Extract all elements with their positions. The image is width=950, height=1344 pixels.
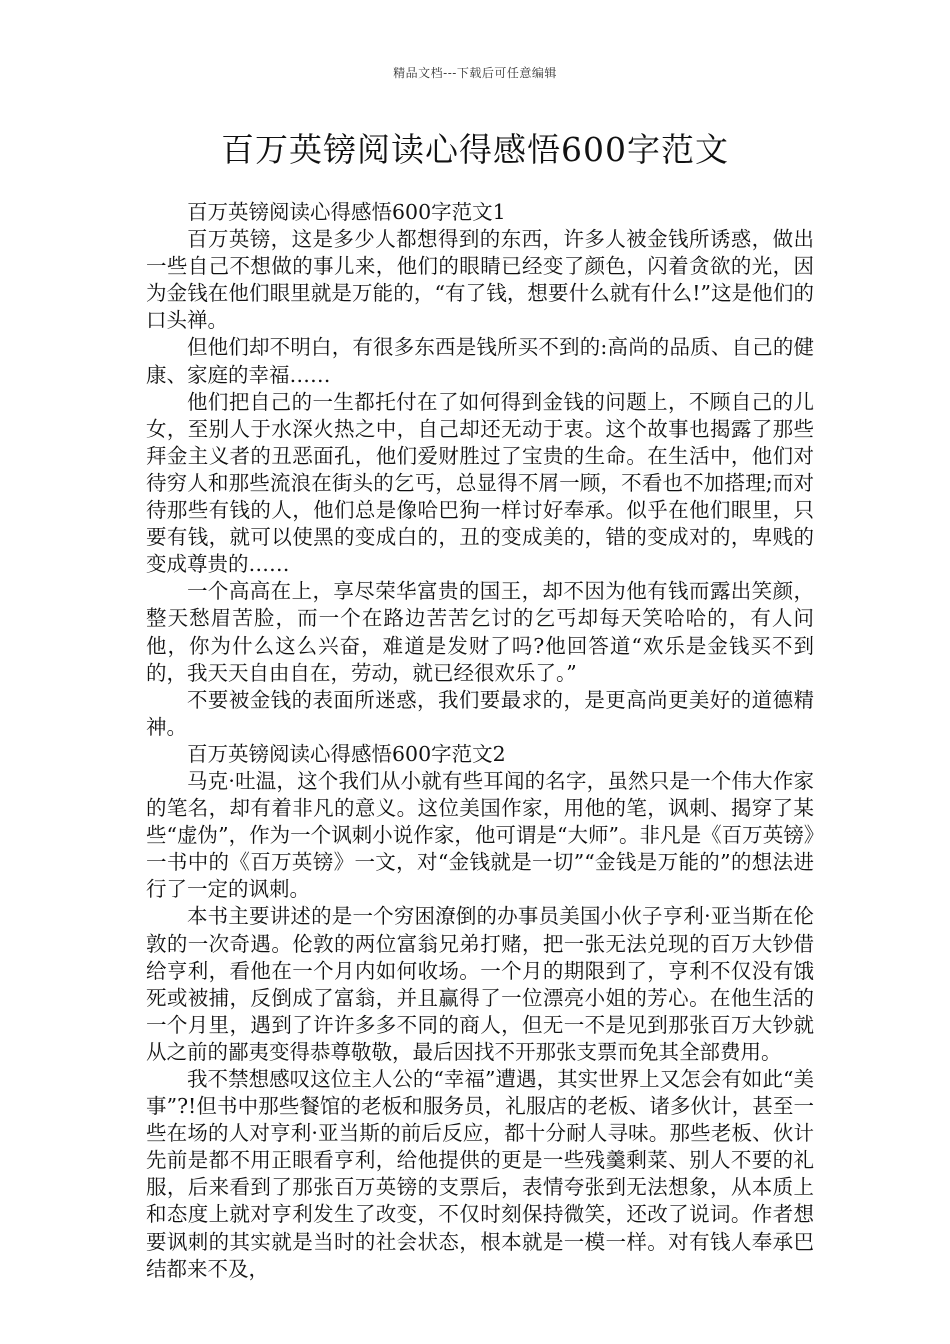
paragraph-subtitle-1: 百万英镑阅读心得感悟600字范文1 [187,200,506,224]
article-body [146,199,814,1283]
paragraph: 马克·吐温，这个我们从小就有些耳闻的名字，虽然只是一个伟大作家的笔名，却有着非凡的意义。这位美国作家，用他的笔，讽刺、揭穿了某些“虚伪”，作为一个讽刺小说作家，他可谓是“大师”。非凡是《百万英镑》一书中的《百万英镑》一文，对“金钱就是一切”“金钱是万能的”的想法进行了一定的讽刺。 [146,768,814,902]
paragraph: 本书主要讲述的是一个穷困潦倒的办事员美国小伙子亨利·亚当斯在伦敦的一次奇遇。伦敦的两位富翁兄弟打赌，把一张无法兑现的百万大钞借给亨利，看他在一个月内如何收场。一个月的期限到了，亨利不仅没有饿死或被捕，反倒成了富翁，并且赢得了一位漂亮小姐的芳心。在他生活的一个月里，遇到了许许多多不同的商人，但无一不是见到那张百万大钞就从之前的鄙夷变得恭尊敬敬，最后因找不开那张支票而免其全部费用。 [146,904,814,1064]
paragraph: 但他们却不明白，有很多东西是钱所买不到的:高尚的品质、自己的健康、家庭的幸福…… [146,335,814,387]
paragraph: 百万英镑，这是多少人都想得到的东西，许多人被金钱所诱惑，做出一些自己不想做的事儿来，他们的眼睛已经变了颜色，闪着贪欲的光，因为金钱在他们眼里就是万能的，“有了钱，想要什么就有什么!”这是他们的口头禅。 [146,227,814,333]
header-note: 精品文档---下载后可任意编辑 [393,66,557,80]
paragraph-subtitle-2: 百万英镑阅读心得感悟600字范文2 [187,741,506,766]
paragraph: 不要被金钱的表面所迷惑，我们要最求的，是更高尚更美好的道德精神。 [146,687,814,739]
page-title: 百万英镑阅读心得感悟600字范文 [221,130,729,169]
paragraph: 一个高高在上，享尽荣华富贵的国王，却不因为他有钱而露出笑颜，整天愁眉苦脸，而一个在路边苦苦乞讨的乞丐却每天笑哈哈的，有人问他，你为什么这么兴奋，难道是发财了吗?他回答道“欢乐是金钱买不到的，我天天自由自在，劳动，就已经很欢乐了。” [146,579,814,685]
paragraph: 他们把自己的一生都托付在了如何得到金钱的问题上，不顾自己的儿女，至别人于水深火热之中，自己却还无动于衷。这个故事也揭露了那些拜金主义者的丑恶面孔，他们爱财胜过了宝贵的生命。在生活中，他们对待穷人和那些流浪在街头的乞丐，总显得不屑一顾，不看也不加搭理;而对待那些有钱的人，他们总是像哈巴狗一样讨好奉承。似乎在他们眼里，只要有钱，就可以使黑的变成白的，丑的变成美的，错的变成对的，卑贱的变成尊贵的…… [146,389,814,577]
paragraph: 我不禁想感叹这位主人公的“幸福”遭遇，其实世界上又怎会有如此“美事”?!但书中那些餐馆的老板和服务员，礼服店的老板、诸多伙计，甚至一些在场的人对亨利·亚当斯的前后反应，都十分耐人寻味。那些老板、伙计先前是都不用正眼看亨利，给他提供的更是一些残羹剩菜、别人不要的礼服，后来看到了那张百万英镑的支票后，表情夸张到无法想象，从本质上和态度上就对亨利发生了改变，不仅时刻保持微笑，还改了说词。作者想要讽刺的其实就是当时的社会状态，根本就是一模一样。对有钱人奉承巴结都来不及， [146,1067,814,1281]
